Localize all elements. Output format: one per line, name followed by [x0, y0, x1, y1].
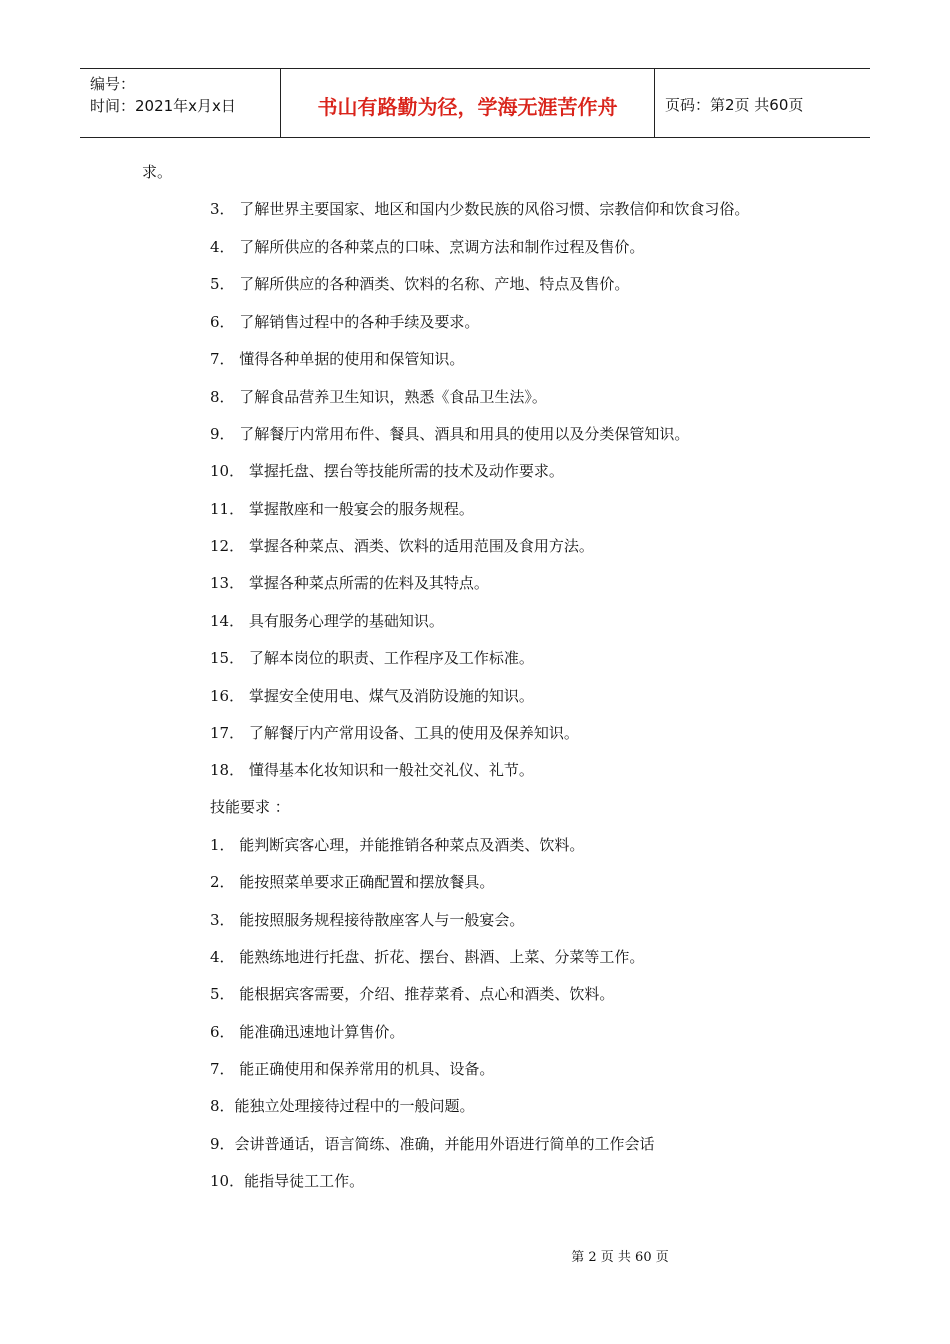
body-line: 18． 懂得基本化妆知识和一般社交礼仪、礼节。: [210, 761, 534, 779]
body-line: 6． 能准确迅速地计算售价。: [210, 1023, 405, 1041]
body-line: 11． 掌握散座和一般宴会的服务规程。: [210, 500, 474, 518]
body-line: 17． 了解餐厅内产常用设备、工具的使用及保养知识。: [210, 724, 579, 742]
body-line: 3． 了解世界主要国家、地区和国内少数民族的风俗习惯、宗教信仰和饮食习俗。: [210, 200, 750, 218]
body-line: 7． 能正确使用和保养常用的机具、设备。: [210, 1060, 495, 1078]
body-line: 12． 掌握各种菜点、酒类、饮料的适用范围及食用方法。: [210, 537, 594, 555]
body-line: 4． 了解所供应的各种菜点的口味、烹调方法和制作过程及售价。: [210, 238, 645, 256]
body-line: 15． 了解本岗位的职责、工作程序及工作标准。: [210, 649, 534, 667]
body-line: 求。: [142, 163, 173, 181]
body-line: 5． 了解所供应的各种酒类、饮料的名称、产地、特点及售价。: [210, 275, 630, 293]
time-label: 时间：2021年x月x日: [90, 97, 236, 115]
body-line: 技能要求 ：: [210, 798, 290, 816]
header-meta: [80, 69, 281, 137]
page-header: [80, 68, 870, 138]
body-line: 2． 能按照菜单要求正确配置和摆放餐具。: [210, 873, 495, 891]
body-line: 14． 具有服务心理学的基础知识。: [210, 612, 444, 630]
body-line: 7． 懂得各种单据的使用和保管知识。: [210, 350, 465, 368]
header-page-info: 页码：第2页 共60页: [665, 95, 804, 114]
body-line: 16． 掌握安全使用电、煤气及消防设施的知识。: [210, 687, 534, 705]
body-line: 5． 能根据宾客需要，介绍、推荐菜肴、点心和酒类、饮料。: [210, 985, 615, 1003]
body-line: 9． 了解餐厅内常用布件、餐具、酒具和用具的使用以及分类保管知识。: [210, 425, 690, 443]
body-line: 8．能独立处理接待过程中的一般问题。: [210, 1097, 475, 1115]
body-line: 1． 能判断宾客心理，并能推销各种菜点及酒类、饮料。: [210, 836, 585, 854]
page-footer: 第 2 页 共 60 页: [571, 1250, 669, 1265]
body-line: 10．能指导徒工工作。: [210, 1172, 365, 1190]
header-motto: 书山有路勤为径，学海无涯苦作舟: [281, 69, 655, 137]
body-line: 13． 掌握各种菜点所需的佐料及其特点。: [210, 574, 489, 592]
body-line: 6． 了解销售过程中的各种手续及要求。: [210, 313, 480, 331]
body-line: 4． 能熟练地进行托盘、折花、摆台、斟酒、上菜、分菜等工作。: [210, 948, 645, 966]
body-line: 8． 了解食品营养卫生知识，熟悉《食品卫生法》。: [210, 388, 547, 406]
body-line: 3． 能按照服务规程接待散座客人与一般宴会。: [210, 911, 525, 929]
code-label: 编号：: [90, 75, 136, 93]
body-line: 10． 掌握托盘、摆台等技能所需的技术及动作要求。: [210, 462, 564, 480]
body-line: 9．会讲普通话，语言简练、准确，并能用外语进行简单的工作会话: [210, 1135, 655, 1153]
